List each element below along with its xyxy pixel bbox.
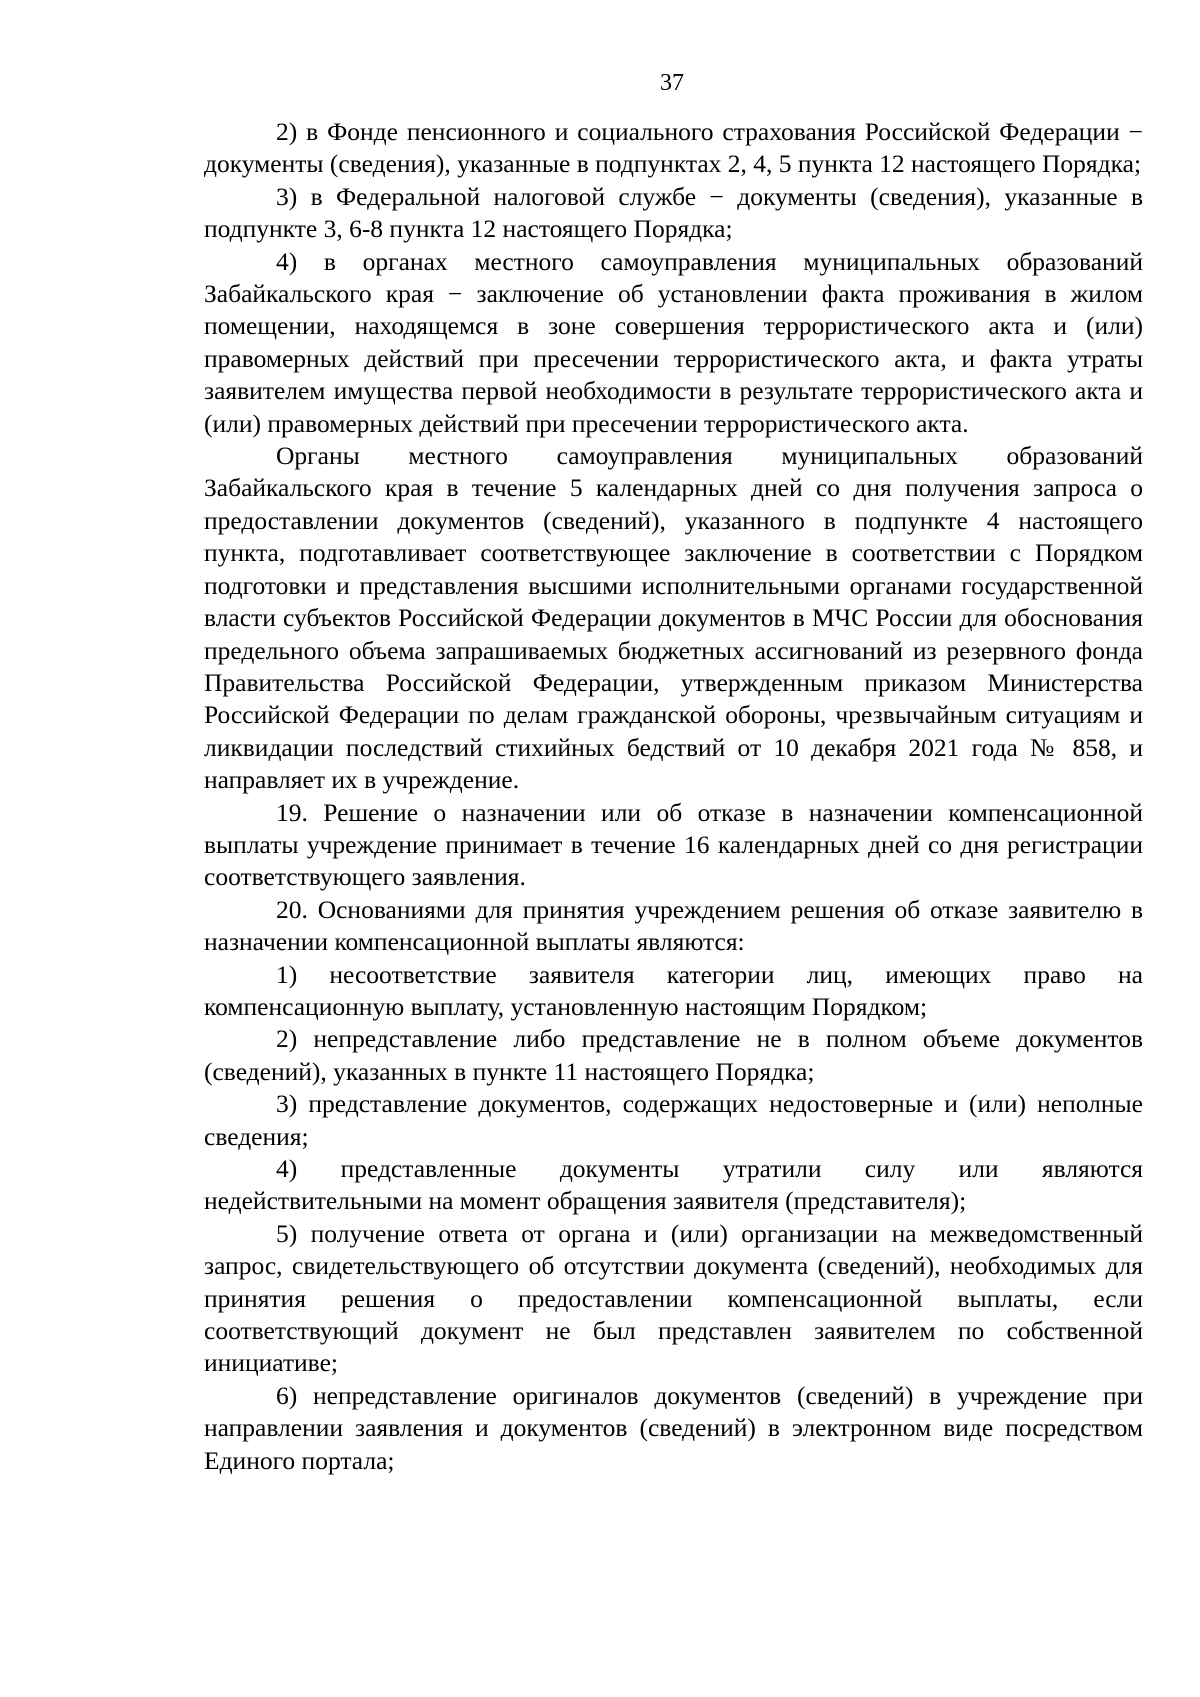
paragraph-section-20: 20. Основаниями для принятия учреждением решения об отказе заявителю в назначении компенсационной выплаты являются: [204, 894, 1143, 957]
paragraph-section-19: 19. Решение о назначении или об отказе в назначении компенсационной выплаты учреждение принимает в течение 16 календарных дней со дня регистрации соответствующего заявления. [204, 797, 1143, 892]
document-body [204, 116, 1143, 1477]
paragraph-refusal-ground-5: 5) получение ответа от органа и (или) организации на межведомственный запрос, свидетельствующего об отсутствии документа (сведений), необходимых для принятия решения о предоставлении компенсационной выплаты, если соответствующий документ не был представлен заявителем по собственной инициативе; [204, 1218, 1143, 1378]
paragraph-item-2-pension-fund: 2) в Фонде пенсионного и социального страхования Российской Федерации − документы (сведения), указанные в подпунктах 2, 4, 5 пункта 12 настоящего Порядка; [204, 117, 1143, 179]
paragraph-item-3-tax-service: 3) в Федеральной налоговой службе − документы (сведения), указанные в подпункте 3, 6-8 пункта 12 настоящего Порядка; [204, 181, 1143, 244]
paragraph-item-4-local-government: 4) в органах местного самоуправления муниципальных образований Забайкальского края − заключение об установлении факта проживания в жилом помещении, находящемся в зоне совершения террористического акта и (или) правомерных действий при пресечении террористического акта, и факта утраты заявителем имущества первой необходимости в результате террористического акта и (или) правомерных действий при пресечении террористического акта. [204, 246, 1143, 438]
page-number: 37 [660, 70, 684, 96]
paragraph-refusal-ground-1: 1) несоответствие заявителя категории лиц, имеющих право на компенсационную выплату, установленную настоящим Порядком; [204, 959, 1143, 1021]
paragraph-refusal-ground-2: 2) непредставление либо представление не в полном объеме документов (сведений), указанных в пункте 11 настоящего Порядка; [204, 1024, 1143, 1086]
paragraph-refusal-ground-6: 6) непредставление оригиналов документов (сведений) в учреждение при направлении заявления и документов (сведений) в электронном виде посредством Единого портала; [204, 1380, 1143, 1475]
paragraph-refusal-ground-4: 4) представленные документы утратили силу или являются недействительными на момент обращения заявителя (представителя); [204, 1154, 1143, 1216]
paragraph-refusal-ground-3: 3) представление документов, содержащих недостоверные и (или) неполные сведения; [204, 1089, 1143, 1151]
paragraph-local-government-conclusion: Органы местного самоуправления муниципальных образований Забайкальского края в течение 5 календарных дней со дня получения запроса о предоставлении документов (сведений), указанного в подпункте 4 настоящего пункта, подготавливает соответствующее заключение в соответствии с Порядком подготовки и представления высшими исполнительными органами государственной власти субъектов Российской Федерации документов в МЧС России для обоснования предельного объема запрашиваемых бюджетных ассигнований из резервного фонда Правительства Российской Федерации, утвержденным приказом Министерства Российской Федерации по делам гражданской обороны, чрезвычайным ситуациям и ликвидации последствий стихийных бедствий от 10 декабря 2021 года № 858, и направляет их в учреждение. [204, 441, 1143, 795]
